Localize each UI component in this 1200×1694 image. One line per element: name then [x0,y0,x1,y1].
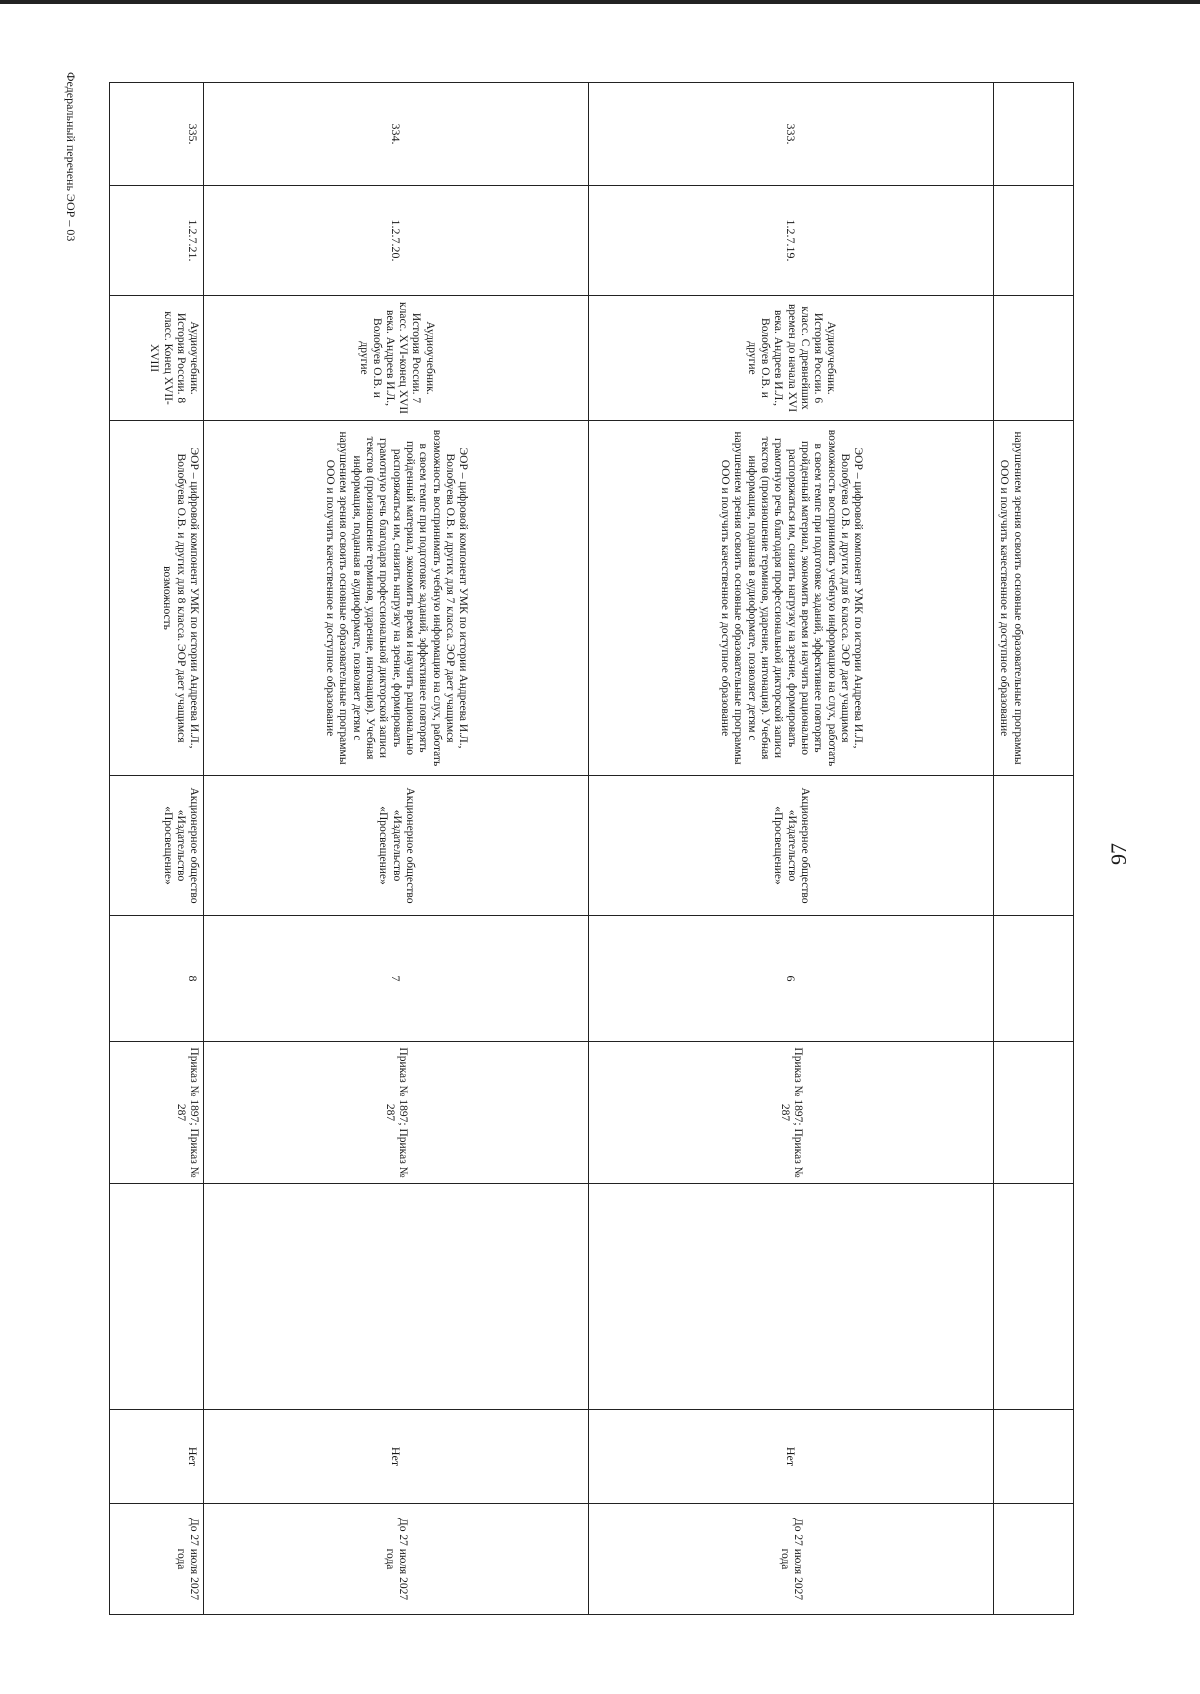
cell-description: нарушением зрения освоить основные образовательные программы ООО и получить качественное и доступное образование [994,421,1074,776]
cell-period: До 27 июля 2027 года [204,1504,589,1615]
cell-description: ЭОР – цифровой компонент УМК по истории Андреева И.Л., Волобуева О.В. и других для 7 класса. ЭОР дает учащимся возможность воспринимать учебную информацию на слух, работать в своем темпе при подготовке заданий, эффективнее повторять пройденный материал, экономить время и научить рационально распоряжаться им, снизить нагрузку на зрение, формировать грамотную речь благодаря профессиональной дикторской записи текстов (произношение терминов, ударение, интонация). Учебная информация, поданная в аудиоформате, позволяет детям с нарушением зрения освоить основные образовательные программы ООО и получить качественное и доступное образование [204,421,589,776]
cell-description: ЭОР – цифровой компонент УМК по истории Андреева И.Л., Волобуева О.В. и других для 6 класса. ЭОР дает учащимся возможность воспринимать учебную информацию на слух, работать в своем темпе при подготовке заданий, эффективнее повторять пройденный материал, экономить время и научить рационально распоряжаться им, снизить нагрузку на зрение, формировать грамотную речь благодаря профессиональной дикторской записи текстов (произношение терминов, ударение, интонация). Учебная информация, поданная в аудиоформате, позволяет детям с нарушением зрения освоить основные образовательные программы ООО и получить качественное и доступное образование [589,421,994,776]
cell-description: ЭОР – цифровой компонент УМК по истории Андреева И.Л., Волобуева О.В. и других для 8 класса. ЭОР дает учащимся возможность [110,421,204,776]
cell-number: 335. [110,83,204,186]
cell-col9: Нет [204,1410,589,1504]
table-row [994,83,1074,1615]
table-row [589,83,994,1615]
cell-name: Аудиоучебник. История России. 6 класс. С древнейших времен до начала XVI века. Андреев И.Л., Волобуев О.В. и другие [589,296,994,421]
cell-code: 1.2.7.21. [110,186,204,296]
cell-order: Приказ № 1897; Приказ № 287 [589,1042,994,1184]
cell-code: 1.2.7.19. [589,186,994,296]
cell-name: Аудиоучебник. История России. 8 класс. Конец XVII-XVIII [110,296,204,421]
cell-period: До 27 июля 2027 года [589,1504,994,1615]
cell-publisher [994,776,1074,916]
cell-publisher: Акционерное общество «Издательство «Просвещение» [589,776,994,916]
table-row [204,83,589,1615]
table-row [110,83,204,1615]
cell-number [994,83,1074,186]
cell-period: До 27 июля 2027 года [110,1504,204,1615]
cell-name [994,296,1074,421]
cell-code [994,186,1074,296]
cell-col8 [589,1184,994,1410]
cell-order: Приказ № 1897; Приказ № 287 [110,1042,204,1184]
cell-grade: 6 [589,916,994,1042]
cell-col9: Нет [110,1410,204,1504]
cell-col9: Нет [589,1410,994,1504]
cell-grade: 8 [110,916,204,1042]
cell-publisher: Акционерное общество «Издательство «Просвещение» [204,776,589,916]
cell-code: 1.2.7.20. [204,186,589,296]
cell-order: Приказ № 1897; Приказ № 287 [204,1042,589,1184]
cell-col8 [204,1184,589,1410]
cell-col9 [994,1410,1074,1504]
cell-publisher: Акционерное общество «Издательство «Просвещение» [110,776,204,916]
cell-col8 [110,1184,204,1410]
footer-note: Федеральный перечень ЭОР – 03 [64,72,78,242]
cell-col8 [994,1184,1074,1410]
eor-table [109,82,1074,1615]
cell-name: Аудиоучебник. История России. 7 класс. XVI-конец XVII века. Андреев И.Л., Волобуев О.В. и другие [204,296,589,421]
cell-number: 333. [589,83,994,186]
cell-period [994,1504,1074,1615]
cell-number: 334. [204,83,589,186]
cell-grade: 7 [204,916,589,1042]
cell-order [994,1042,1074,1184]
cell-grade [994,916,1074,1042]
page-number: 97 [1106,843,1131,865]
